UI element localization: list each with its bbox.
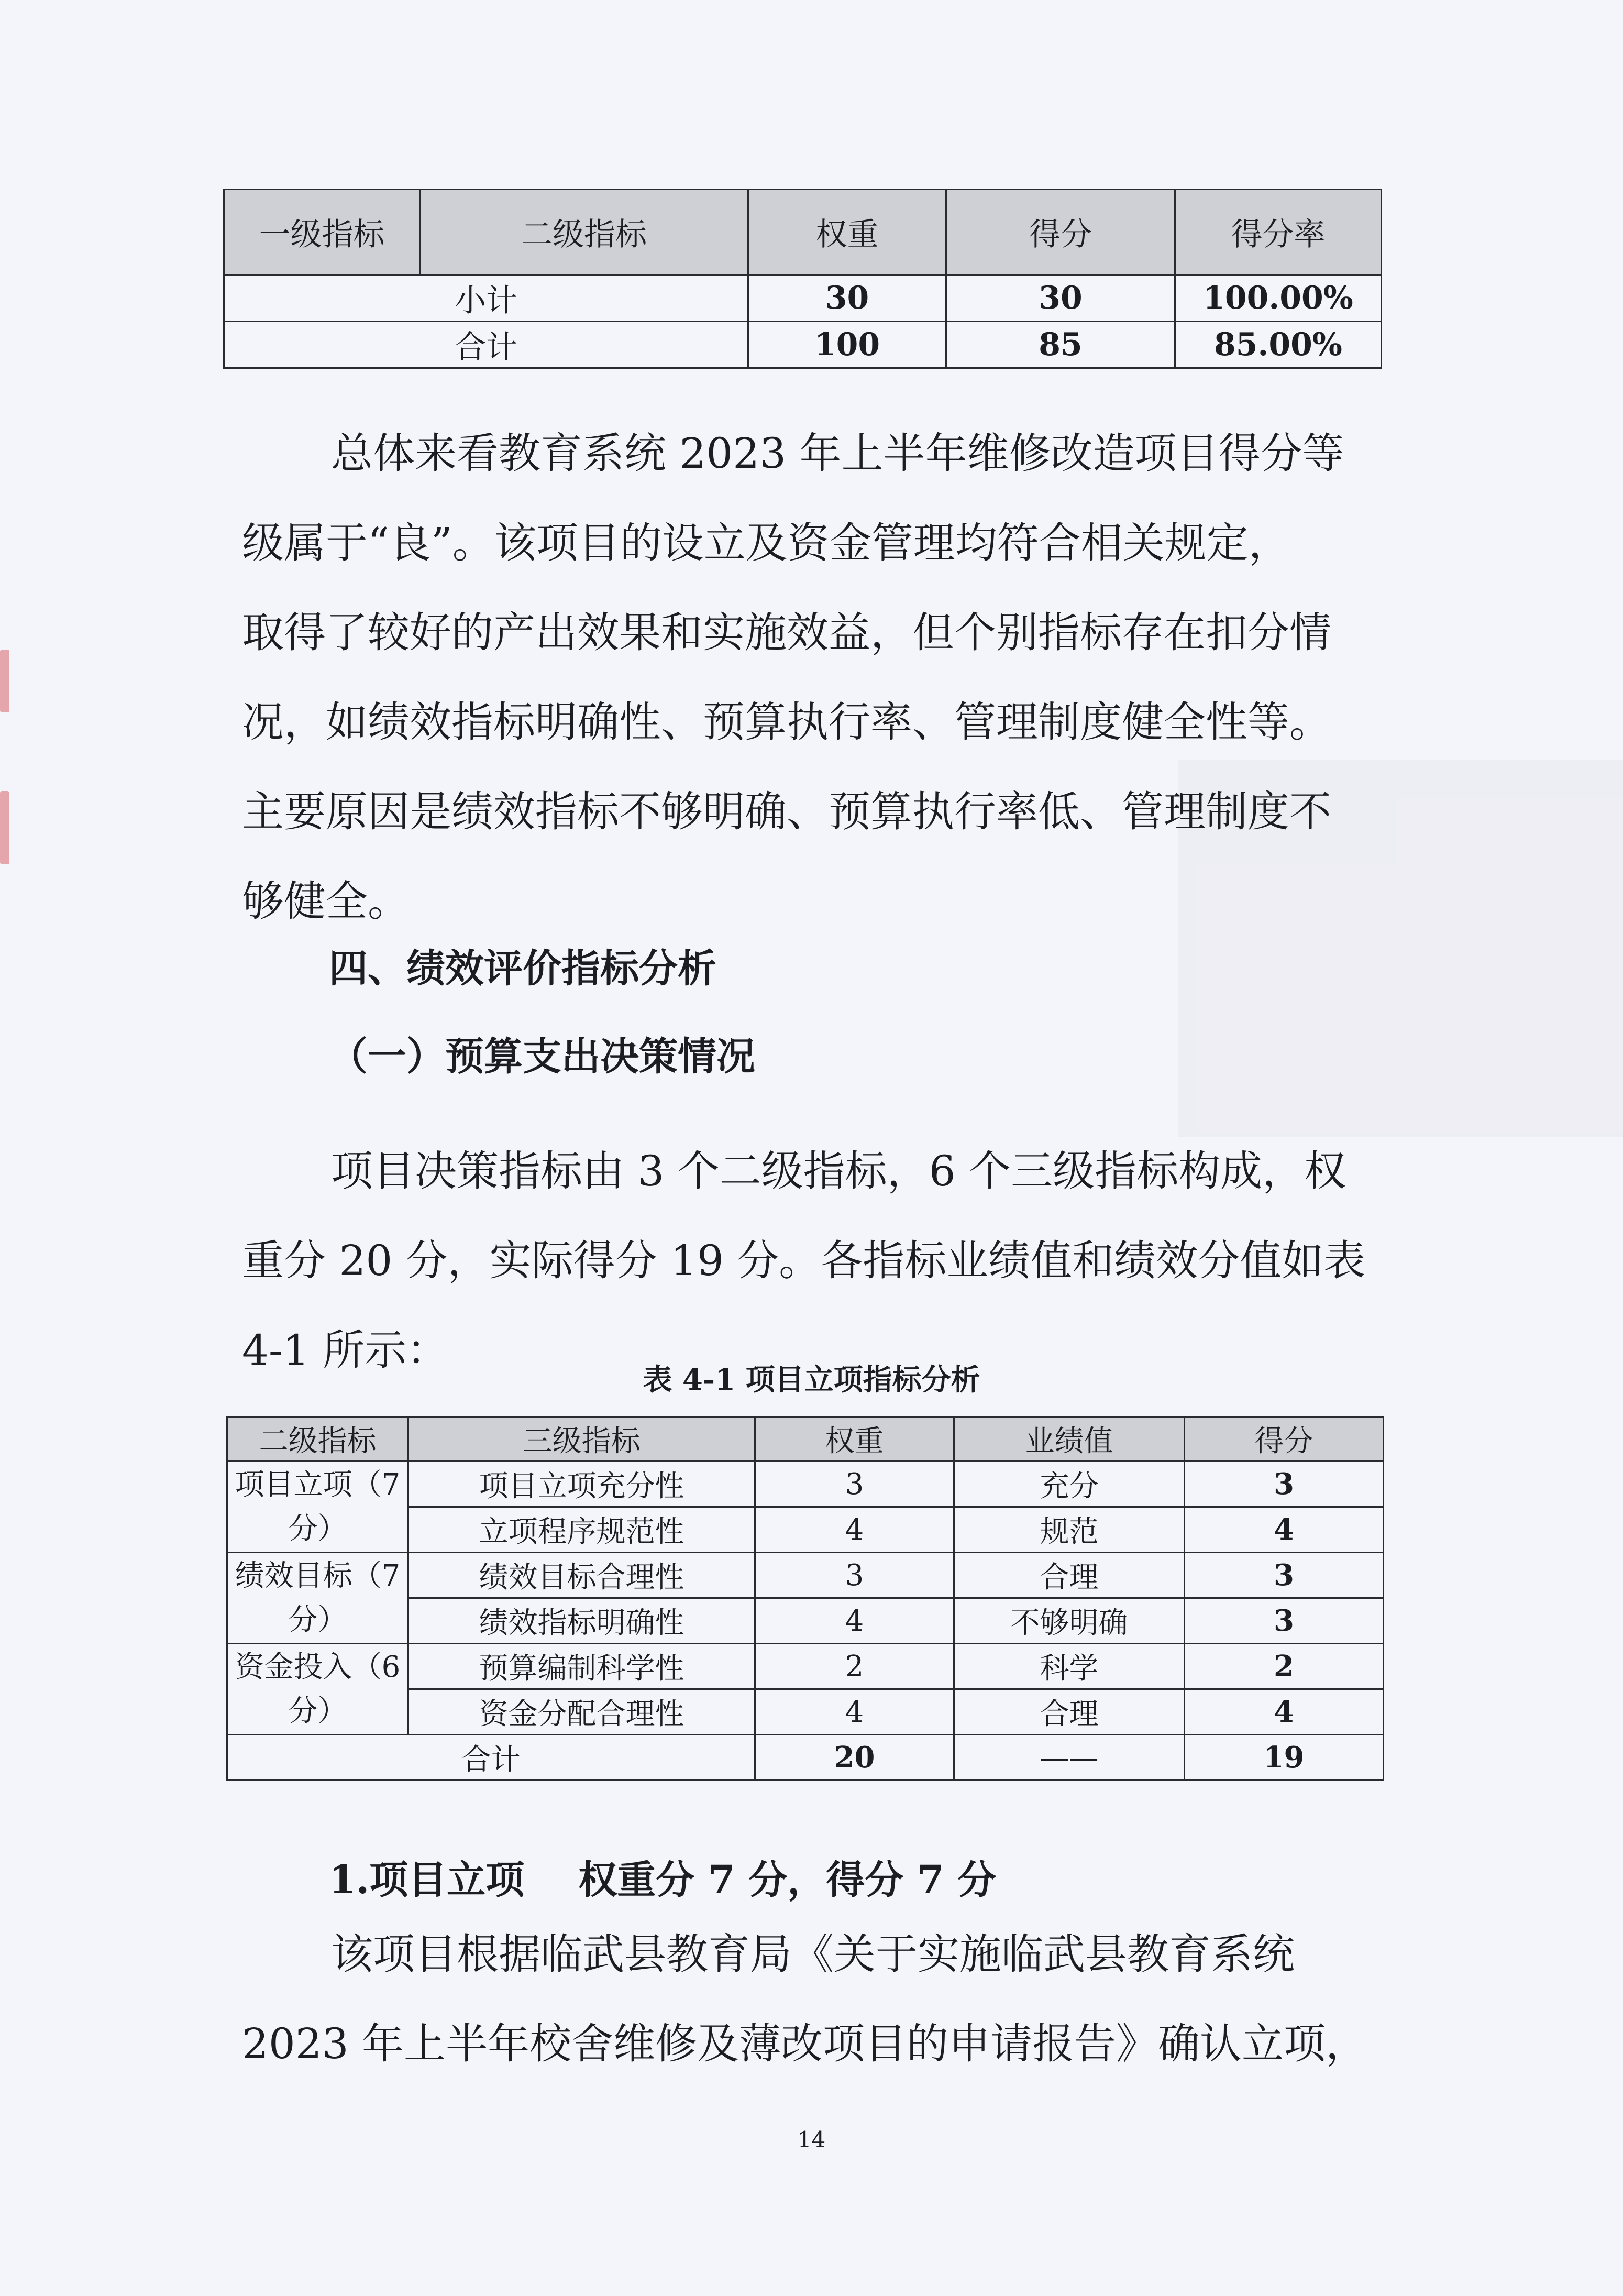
value-cell: 充分 [954,1462,1185,1507]
weight-cell: 2 [755,1644,954,1689]
column-header: 权重 [748,190,946,275]
stamp-bleed-mark [0,650,9,712]
total-weight: 100 [748,322,946,368]
indicator-cell: 绩效指标明确性 [408,1598,755,1644]
paragraph-line: 主要原因是绩效指标不够明确、预算执行率低、管理制度不 [242,787,1331,836]
column-header: 得分 [946,190,1175,275]
summary-table [223,189,1382,369]
decision-paragraph [242,1126,1368,1395]
total-rate: 85.00% [1175,322,1382,368]
value-cell: 规范 [954,1507,1185,1553]
value-cell: 科学 [954,1644,1185,1689]
table-row [227,1462,1384,1507]
paragraph-line: 该项目根据临武县教育局《关于实施临武县教育系统 [331,1930,1295,1979]
total-value: —— [954,1735,1185,1781]
column-header: 一级指标 [224,190,420,275]
column-header: 业绩值 [954,1417,1185,1462]
subtotal-weight: 30 [748,275,946,322]
score-cell: 3 [1185,1462,1384,1507]
indicator-cell: 绩效目标合理性 [408,1553,755,1598]
item-heading: 1.项目立项 权重分 7 分，得分 7 分 [329,1858,997,1903]
weight-cell: 3 [755,1462,954,1507]
group-label: 绩效目标（7分） [235,1558,401,1637]
table-row [227,1553,1384,1598]
total-weight: 20 [755,1735,954,1781]
column-header: 三级指标 [408,1417,755,1462]
table-caption: 表 4-1 项目立项指标分析 [643,1363,980,1397]
project-paragraph [242,1909,1368,2089]
group-cell [227,1462,408,1553]
paragraph-line: 重分 20 分，实际得分 19 分。各指标业绩值和绩效分值如表 [242,1236,1366,1285]
indicator-cell: 项目立项充分性 [408,1462,755,1507]
group-cell [227,1644,408,1735]
group-label: 资金投入（6分） [235,1650,401,1728]
paragraph-line: 况，如绩效指标明确性、预算执行率、管理制度健全性等。 [242,698,1331,746]
indicator-table [226,1416,1384,1781]
score-cell: 4 [1185,1689,1384,1735]
table-row [227,1644,1384,1689]
subtotal-score: 30 [946,275,1175,322]
score-cell: 4 [1185,1507,1384,1553]
group-label: 项目立项（7分） [235,1467,401,1546]
total-label: 合计 [227,1735,755,1781]
column-header: 二级指标 [227,1417,408,1462]
paragraph-line: 4-1 所示： [242,1326,449,1375]
page-number: 14 [797,2127,826,2152]
column-header: 得分 [1185,1417,1384,1462]
total-row [227,1735,1384,1781]
value-cell: 合理 [954,1689,1185,1735]
weight-cell: 4 [755,1507,954,1553]
score-cell: 3 [1185,1598,1384,1644]
subtotal-label: 小计 [224,275,748,322]
total-label: 合计 [224,322,748,368]
indicator-cell: 立项程序规范性 [408,1507,755,1553]
total-score: 85 [946,322,1175,368]
table-header-row [227,1417,1384,1462]
indicator-cell: 预算编制科学性 [408,1644,755,1689]
paragraph-line: 2023 年上半年校舍维修及薄改项目的申请报告》确认立项， [242,2019,1368,2068]
paragraph-line: 项目决策指标由 3 个二级指标，6 个三级指标构成，权 [331,1147,1346,1195]
total-row [224,322,1382,368]
column-header: 得分率 [1175,190,1382,275]
table-header-row [224,190,1382,275]
section-heading: 四、绩效评价指标分析 [329,946,716,991]
value-cell: 合理 [954,1553,1185,1598]
summary-paragraph [242,409,1368,946]
subsection-heading: （一）预算支出决策情况 [329,1034,755,1079]
subtotal-rate: 100.00% [1175,275,1382,322]
column-header: 权重 [755,1417,954,1462]
paragraph-line: 级属于“良”。该项目的设立及资金管理均符合相关规定， [242,519,1290,567]
weight-cell: 4 [755,1598,954,1644]
score-cell: 2 [1185,1644,1384,1689]
weight-cell: 4 [755,1689,954,1735]
indicator-cell: 资金分配合理性 [408,1689,755,1735]
paragraph-line: 总体来看教育系统 2023 年上半年维修改造项目得分等 [331,429,1344,478]
paragraph-line: 取得了较好的产出效果和实施效益，但个别指标存在扣分情 [242,608,1331,657]
score-cell: 3 [1185,1553,1384,1598]
paragraph-line: 够健全。 [242,877,410,926]
stamp-bleed-mark [0,791,9,864]
weight-cell: 3 [755,1553,954,1598]
group-cell [227,1553,408,1644]
column-header: 二级指标 [420,190,748,275]
total-score: 19 [1185,1735,1384,1781]
value-cell: 不够明确 [954,1598,1185,1644]
subtotal-row [224,275,1382,322]
